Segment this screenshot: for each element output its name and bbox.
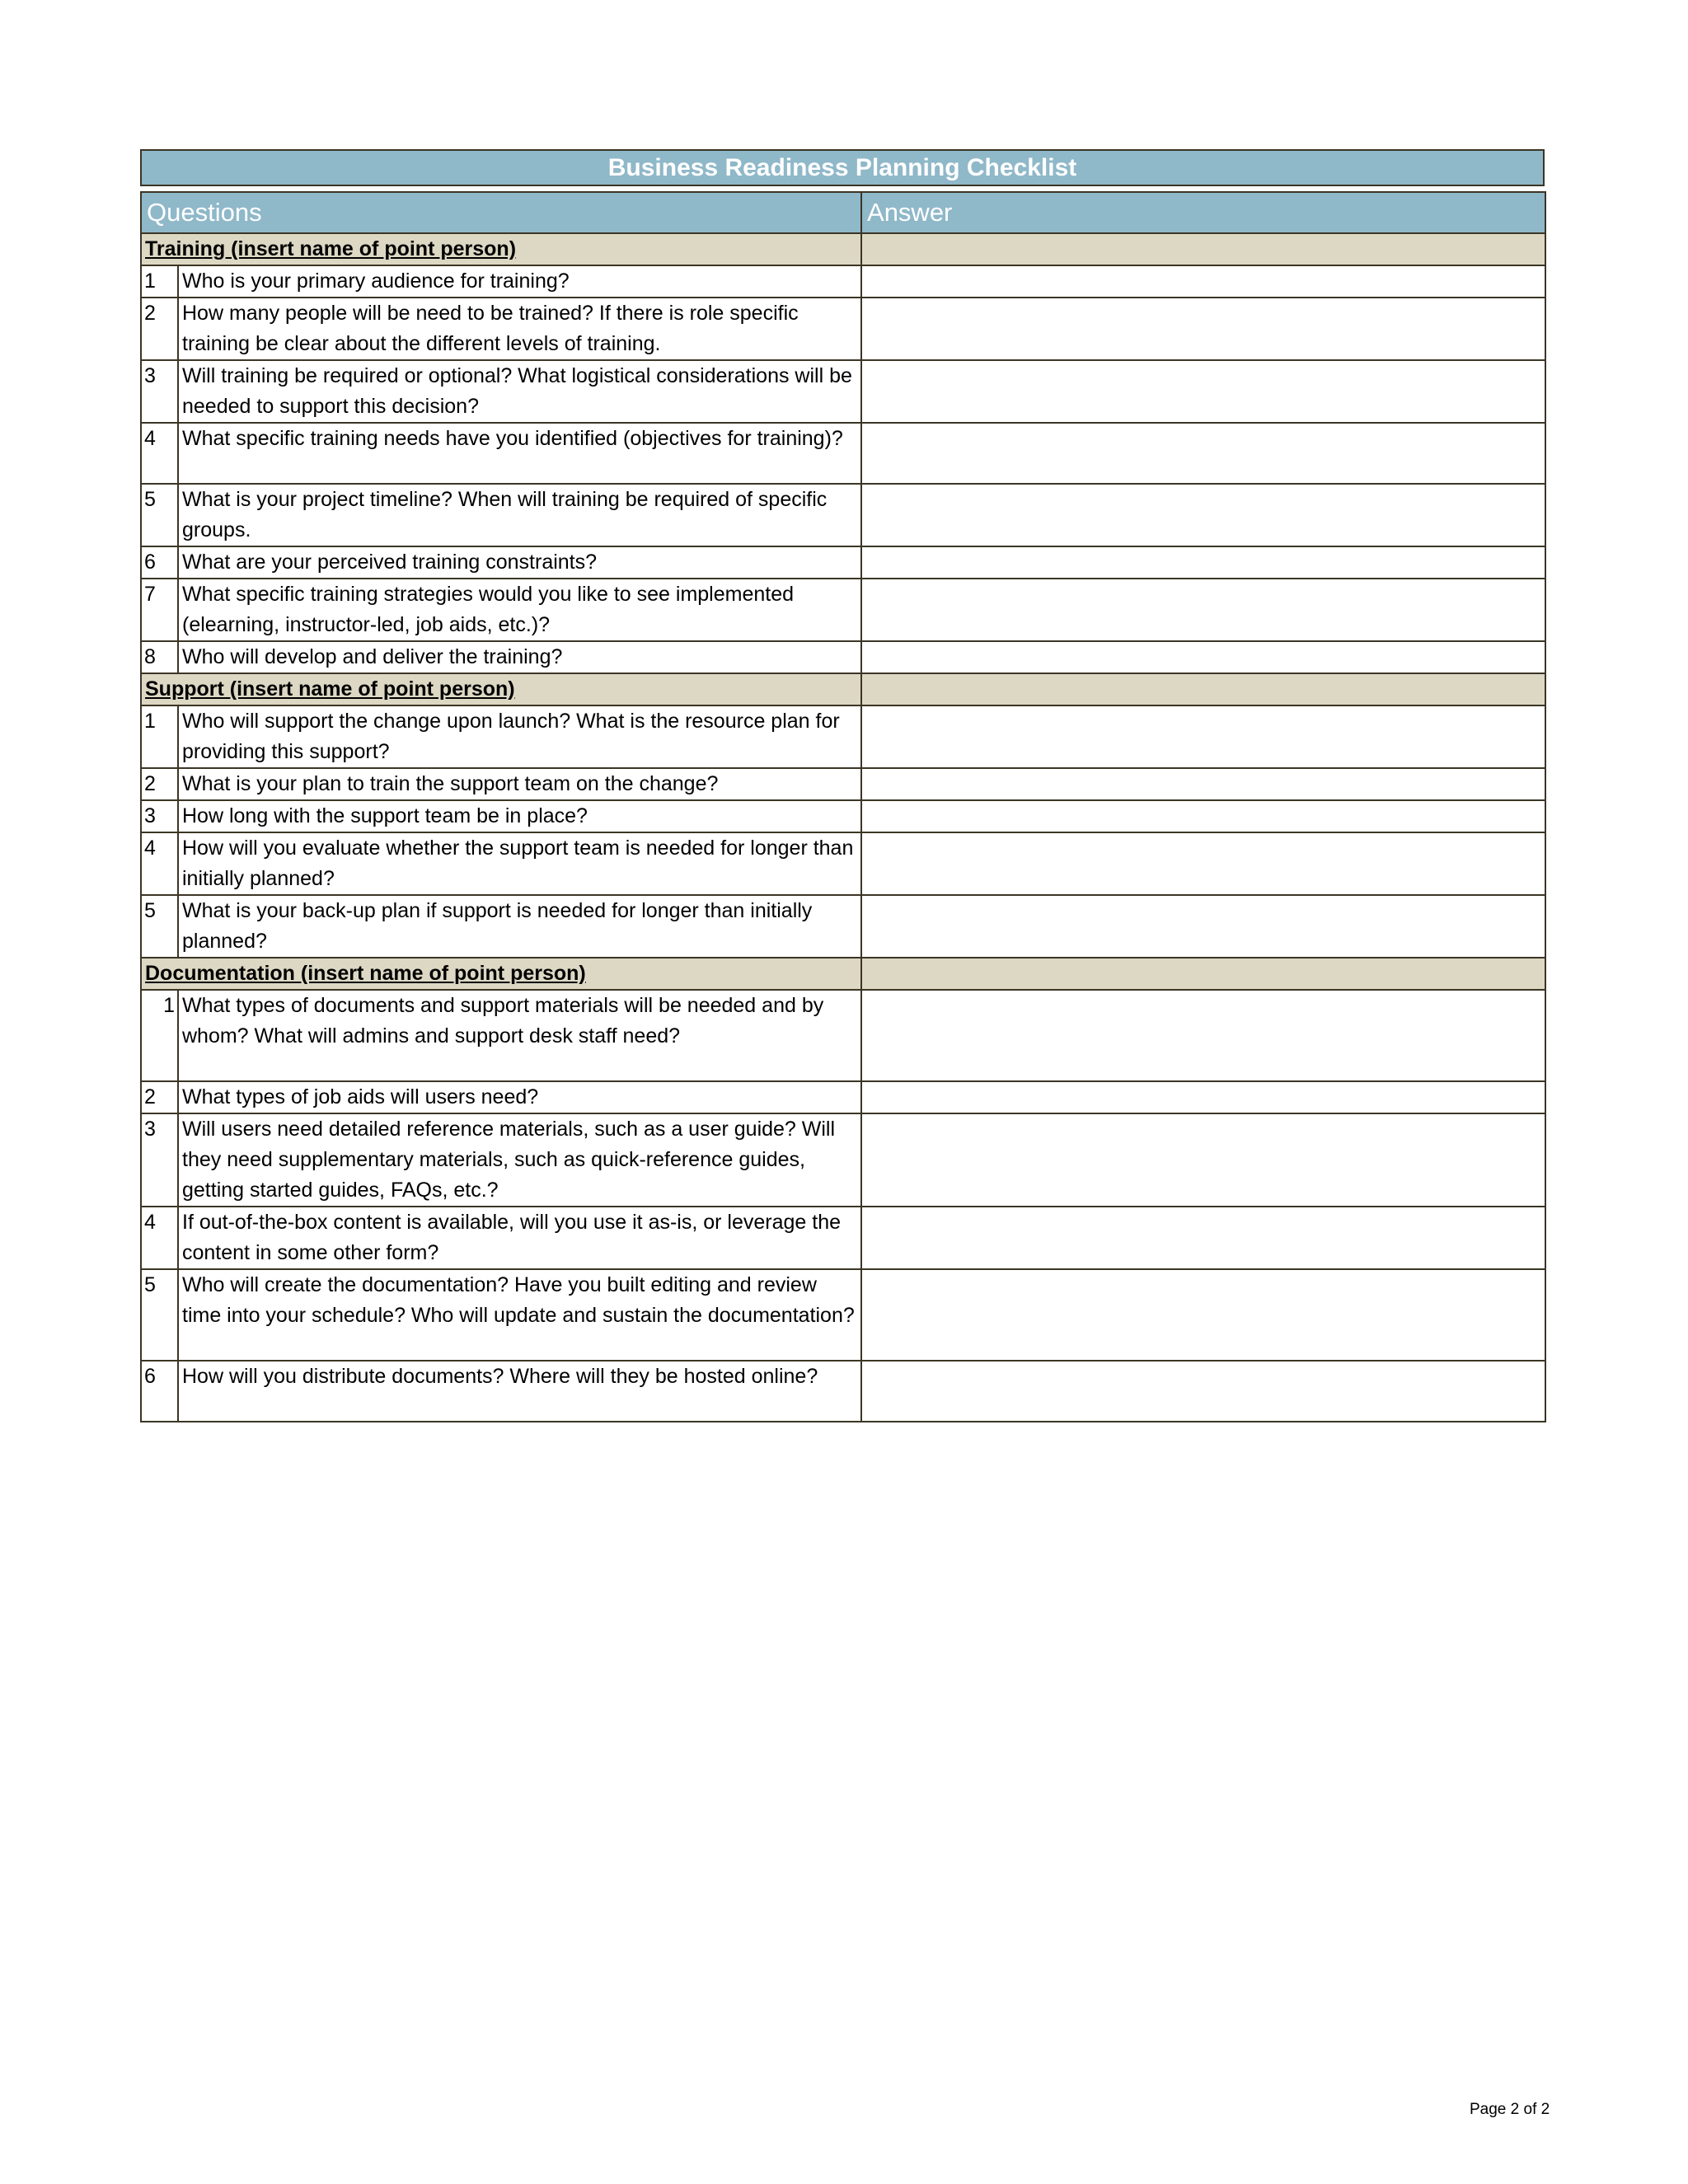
section-header-row <box>141 673 1545 705</box>
question-number: 2 <box>141 298 178 360</box>
questions-column-header: Questions <box>141 192 861 233</box>
question-text: How long with the support team be in place? <box>178 800 861 832</box>
answer-cell[interactable] <box>861 1081 1545 1113</box>
answer-cell[interactable] <box>861 705 1545 768</box>
checklist-table <box>140 191 1546 1422</box>
question-text: What specific training needs have you identified (objectives for training)? <box>178 423 861 484</box>
question-text: Who is your primary audience for training? <box>178 265 861 298</box>
question-row <box>141 298 1545 360</box>
answer-cell[interactable] <box>861 298 1545 360</box>
question-number: 1 <box>141 265 178 298</box>
section-answer-cell <box>861 673 1545 705</box>
question-number: 5 <box>141 484 178 546</box>
section-header-row <box>141 233 1545 265</box>
question-row <box>141 895 1545 958</box>
question-text: Who will support the change upon launch? What is the resource plan for providing this support? <box>178 705 861 768</box>
answer-cell[interactable] <box>861 1113 1545 1207</box>
question-number: 3 <box>141 360 178 423</box>
question-row <box>141 800 1545 832</box>
question-row <box>141 641 1545 673</box>
question-row <box>141 832 1545 895</box>
question-text: How will you distribute documents? Where will they be hosted online? <box>178 1361 861 1422</box>
question-text: What is your plan to train the support team on the change? <box>178 768 861 800</box>
header-row <box>141 192 1545 233</box>
answer-cell[interactable] <box>861 990 1545 1081</box>
answer-cell[interactable] <box>861 1269 1545 1361</box>
answer-cell[interactable] <box>861 579 1545 641</box>
question-row <box>141 546 1545 579</box>
question-number: 1 <box>141 990 178 1081</box>
question-number: 5 <box>141 895 178 958</box>
answer-cell[interactable] <box>861 641 1545 673</box>
question-number: 3 <box>141 800 178 832</box>
answer-cell[interactable] <box>861 1361 1545 1422</box>
question-row <box>141 360 1545 423</box>
answer-cell[interactable] <box>861 1207 1545 1269</box>
question-text: What types of documents and support materials will be needed and by whom? What will admins and support desk staff need? <box>178 990 861 1081</box>
answer-column-header: Answer <box>861 192 1545 233</box>
answer-cell[interactable] <box>861 832 1545 895</box>
question-number: 1 <box>141 705 178 768</box>
question-text: What are your perceived training constraints? <box>178 546 861 579</box>
question-row <box>141 1361 1545 1422</box>
answer-cell[interactable] <box>861 895 1545 958</box>
question-text: What types of job aids will users need? <box>178 1081 861 1113</box>
question-number: 7 <box>141 579 178 641</box>
question-row <box>141 990 1545 1081</box>
checklist-title: Business Readiness Planning Checklist <box>140 149 1545 186</box>
question-row <box>141 768 1545 800</box>
question-number: 4 <box>141 832 178 895</box>
question-row <box>141 423 1545 484</box>
question-text: Who will develop and deliver the training? <box>178 641 861 673</box>
question-number: 4 <box>141 423 178 484</box>
question-text: What is your back-up plan if support is needed for longer than initially planned? <box>178 895 861 958</box>
checklist-sheet <box>140 149 1545 1422</box>
question-row <box>141 484 1545 546</box>
question-text: Who will create the documentation? Have you built editing and review time into your schedule? Who will update and sustain the documentation? <box>178 1269 861 1361</box>
question-text: Will training be required or optional? What logistical considerations will be needed to support this decision? <box>178 360 861 423</box>
question-row <box>141 1207 1545 1269</box>
section-answer-cell <box>861 233 1545 265</box>
page-number: Page 2 of 2 <box>1470 2101 1550 2118</box>
question-text: How many people will be need to be trained? If there is role specific training be clear about the different levels of training. <box>178 298 861 360</box>
section-heading: Documentation (insert name of point person) <box>141 958 861 990</box>
section-heading: Training (insert name of point person) <box>141 233 861 265</box>
answer-cell[interactable] <box>861 265 1545 298</box>
question-text: Will users need detailed reference materials, such as a user guide? Will they need supplementary materials, such as quick-reference guides, getting started guides, FAQs, etc.? <box>178 1113 861 1207</box>
answer-cell[interactable] <box>861 768 1545 800</box>
answer-cell[interactable] <box>861 800 1545 832</box>
question-text: How will you evaluate whether the support team is needed for longer than initially planned? <box>178 832 861 895</box>
answer-cell[interactable] <box>861 423 1545 484</box>
question-row <box>141 705 1545 768</box>
question-row <box>141 1081 1545 1113</box>
answer-cell[interactable] <box>861 360 1545 423</box>
section-header-row <box>141 958 1545 990</box>
question-number: 3 <box>141 1113 178 1207</box>
question-number: 8 <box>141 641 178 673</box>
question-number: 6 <box>141 1361 178 1422</box>
checklist-body <box>141 233 1545 1422</box>
section-answer-cell <box>861 958 1545 990</box>
question-row <box>141 1269 1545 1361</box>
answer-cell[interactable] <box>861 546 1545 579</box>
question-text: What specific training strategies would you like to see implemented (elearning, instructor-led, job aids, etc.)? <box>178 579 861 641</box>
question-row <box>141 579 1545 641</box>
question-text: What is your project timeline? When will training be required of specific groups. <box>178 484 861 546</box>
section-heading: Support (insert name of point person) <box>141 673 861 705</box>
question-number: 5 <box>141 1269 178 1361</box>
question-number: 6 <box>141 546 178 579</box>
question-row <box>141 1113 1545 1207</box>
question-number: 2 <box>141 1081 178 1113</box>
question-number: 2 <box>141 768 178 800</box>
question-row <box>141 265 1545 298</box>
question-number: 4 <box>141 1207 178 1269</box>
answer-cell[interactable] <box>861 484 1545 546</box>
question-text: If out-of-the-box content is available, will you use it as-is, or leverage the content in some other form? <box>178 1207 861 1269</box>
